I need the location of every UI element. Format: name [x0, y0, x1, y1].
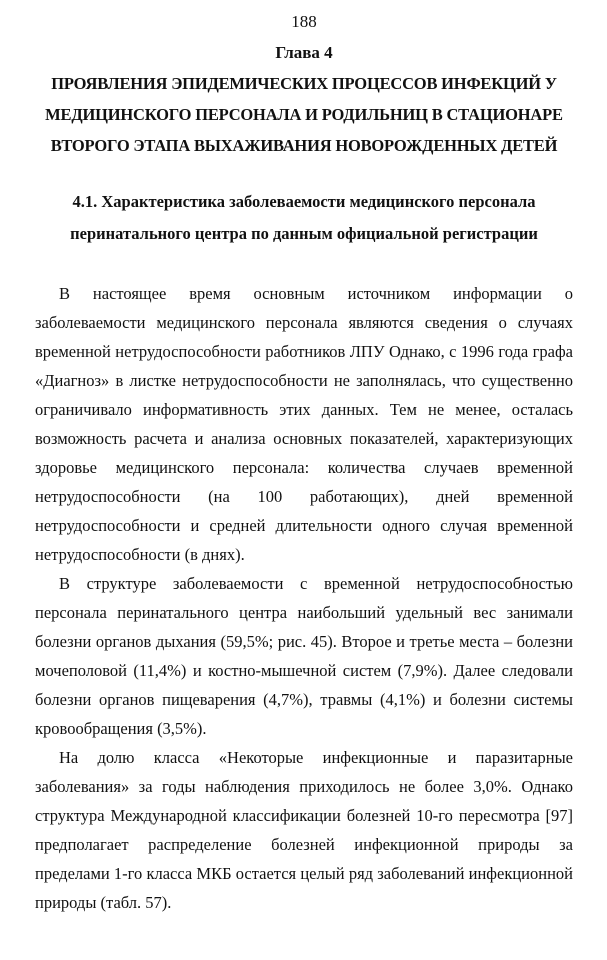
chapter-label: Глава 4: [275, 43, 333, 62]
paragraph-2: В структуре заболеваемости с временной нетрудоспособностью персонала перинатального центра наибольший удельный вес занимали болезни органов дыхания (59,5%; рис. 45). Второе и третье места – болезни мочеполовой (11,4%) и костно-мышечной систем (7,9%). Далее следовали болезни органов пищеварения (4,7%), травмы (4,1%) и болезни системы кровообращения (3,5%).: [35, 574, 573, 738]
body-text: [35, 279, 573, 917]
chapter-title-line-1: ПРОЯВЛЕНИЯ ЭПИДЕМИЧЕСКИХ ПРОЦЕССОВ ИНФЕКЦИЙ У: [51, 74, 557, 93]
section-title: 4.1. Характеристика заболеваемости медицинского персонала перинатального центра по данным официальной регистрации: [70, 192, 538, 243]
chapter-title-line-2: МЕДИЦИНСКОГО ПЕРСОНАЛА И РОДИЛЬНИЦ В СТАЦИОНАРЕ: [45, 105, 563, 124]
page-number: 188: [291, 12, 317, 31]
chapter-title-line-3: ВТОРОГО ЭТАПА ВЫХАЖИВАНИЯ НОВОРОЖДЕННЫХ ДЕТЕЙ: [50, 136, 558, 155]
paragraph-3: На долю класса «Некоторые инфекционные и паразитарные заболевания» за годы наблюдения приходилось не более 3,0%. Однако структура Международной классификации болезней 10-го пересмотра [97] предполагает распределение болезней инфекционной природы за пределами 1-го класса МКБ остается целый ряд заболеваний инфекционной природы (табл. 57).: [35, 748, 573, 912]
chapter-title: [35, 68, 573, 161]
paragraph-1: В настоящее время основным источником информации о заболеваемости медицинского персонала являются сведения о случаях временной нетрудоспособности работников ЛПУ Однако, с 1996 года графа «Диагноз» в листке нетрудоспособности не заполнялась, что существенно ограничивало информативность этих данных. Тем не менее, осталась возможность расчета и анализа основных показателей, характеризующих здоровье медицинского персонала: количества случаев временной нетрудоспособности (на 100 работающих), дней временной нетрудоспособности и средней длительности одного случая временной нетрудоспособности (в днях).: [35, 284, 573, 564]
